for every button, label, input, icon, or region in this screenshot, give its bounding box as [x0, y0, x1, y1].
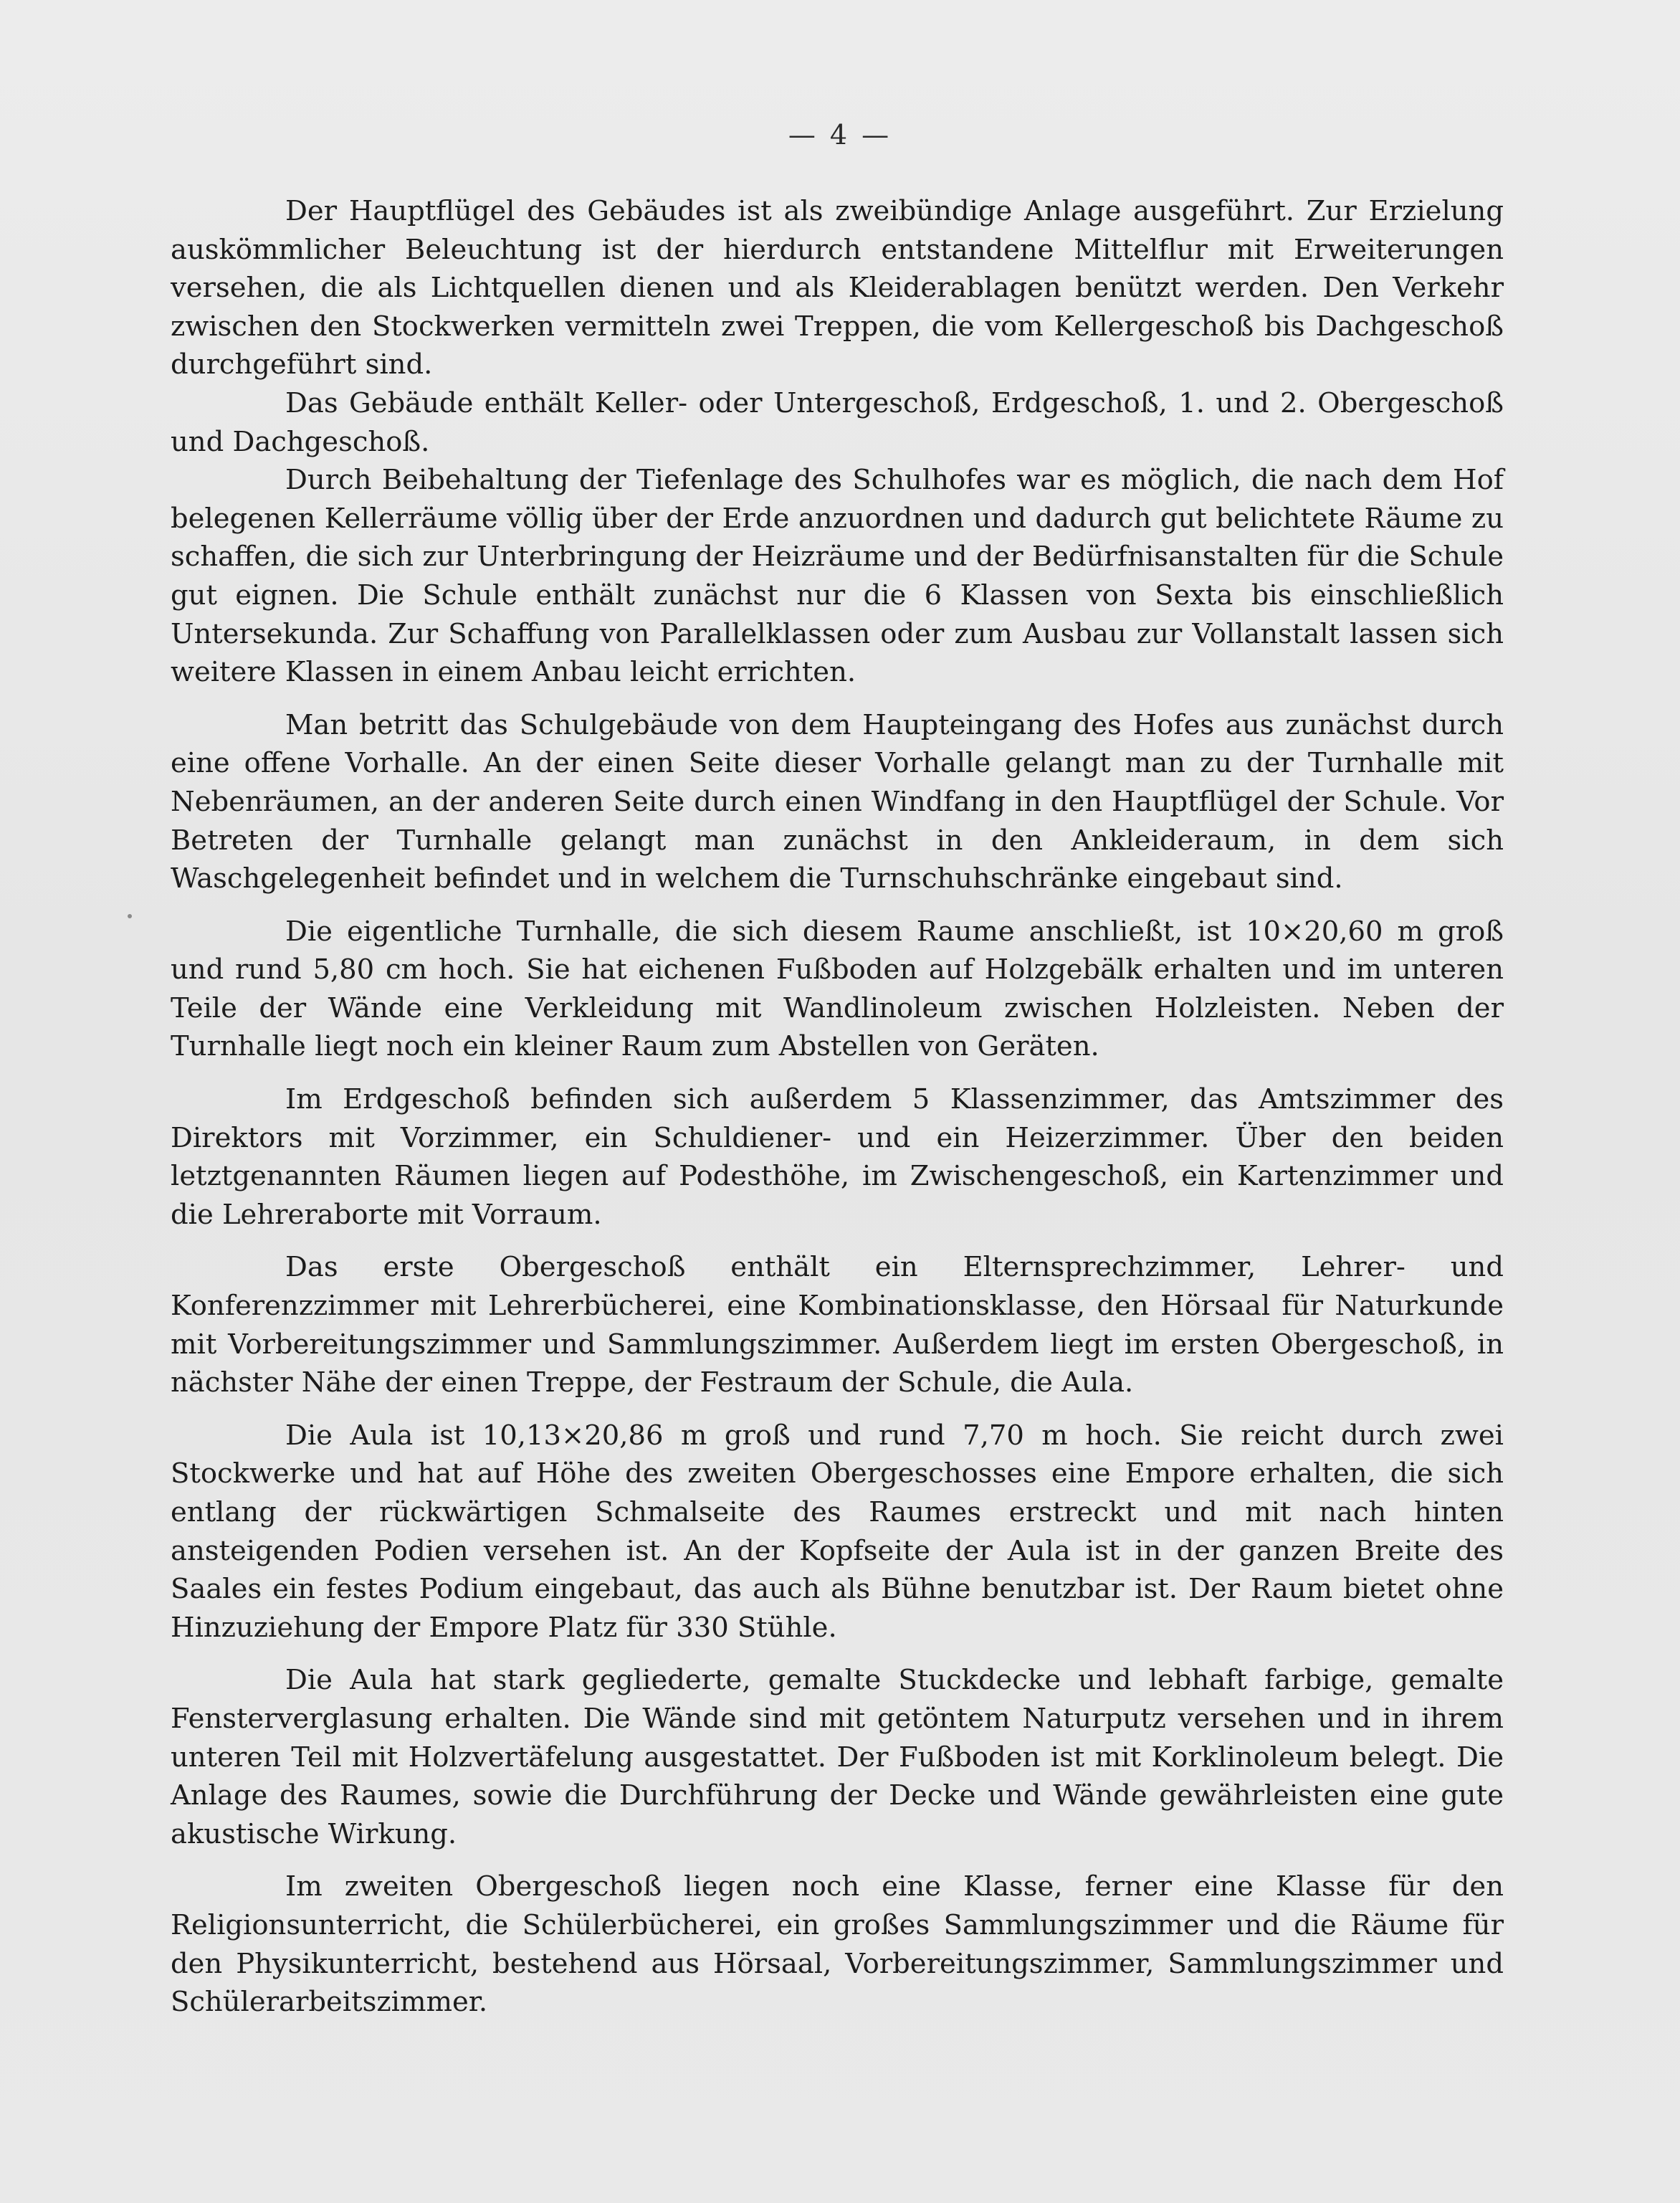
paragraph-basement: Durch Beibehaltung der Tiefenlage des Schulhofes war es möglich, die nach dem Hof belegenen Kellerräume völlig über der Erde anzuordnen und dadurch gut belichtete Räume zu schaffen, die sich zur Unterbringung der Heizräume und der Bedürfnisanstalten für die Schule gut eignen. Die Schule enthält zunächst nur die 6 Klassen von Sexta bis einschließlich Untersekunda. Zur Schaffung von Parallelklassen oder zum Ausbau zur Vollanstalt lassen sich weitere Klassen in einem Anbau leicht errichten.	[171, 464, 1504, 689]
paragraph-aula-decoration: Die Aula hat stark gegliederte, gemalte Stuckdecke und lebhaft farbige, gemalte Fensterverglasung erhalten. Die Wände sind mit getöntem Naturputz versehen und in ihrem unteren Teil mit Holzvertäfelung ausgestattet. Der Fußboden ist mit Korklinoleum belegt. Die Anlage des Raumes, sowie die Durchführung der Decke und Wände gewährleisten eine gute akustische Wirkung.	[171, 1664, 1504, 1850]
page-number: — 4 —	[788, 119, 892, 151]
paragraph-aula-dimensions: Die Aula ist 10,13×20,86 m groß und rund 7,70 m hoch. Sie reicht durch zwei Stockwerke und hat auf Höhe des zweiten Obergeschosses eine Empore erhalten, die sich entlang der rückwärtigen Schmalseite des Raumes erstreckt und mit nach hinten ansteigenden Podien versehen ist. An der Kopfseite der Aula ist in der ganzen Breite des Saales ein festes Podium eingebaut, das auch als Bühne benutzbar ist. Der Raum bietet ohne Hinzuziehung der Empore Platz für 330 Stühle.	[171, 1419, 1504, 1644]
paragraph-second-floor: Im zweiten Obergeschoß liegen noch eine Klasse, ferner eine Klasse für den Religionsunterricht, die Schülerbücherei, ein großes Sammlungszimmer und die Räume für den Physikunterricht, bestehend aus Hörsaal, Vorbereitungszimmer, Sammlungszimmer und Schülerarbeitszimmer.	[171, 1870, 1504, 2019]
body-text	[171, 192, 1504, 2022]
paragraph-first-floor: Das erste Obergeschoß enthält ein Elternsprechzimmer, Lehrer- und Konferenzzimmer mit Lehrerbücherei, eine Kombinationsklasse, den Hörsaal für Naturkunde mit Vorbereitungszimmer und Sammlungszimmer. Außerdem liegt im ersten Obergeschoß, in nächster Nähe der einen Treppe, der Festraum der Schule, die Aula.	[171, 1251, 1504, 1399]
paragraph-main-wing: Der Hauptflügel des Gebäudes ist als zweibündige Anlage ausgeführt. Zur Erzielung auskömmlicher Beleuchtung ist der hierdurch entstandene Mittelflur mit Erweiterungen versehen, die als Lichtquellen dienen und als Kleiderablagen benützt werden. Den Verkehr zwischen den Stockwerken vermitteln zwei Treppen, die vom Kellergeschoß bis Dachgeschoß durchgeführt sind.	[171, 195, 1504, 381]
paragraph-ground-floor: Im Erdgeschoß befinden sich außerdem 5 Klassenzimmer, das Amtszimmer des Direktors mit Vorzimmer, ein Schuldiener- und ein Heizerzimmer. Über den beiden letztgenannten Räumen liegen auf Podesthöhe, im Zwischengeschoß, ein Kartenzimmer und die Lehreraborte mit Vorraum.	[171, 1083, 1504, 1231]
paragraph-gym: Die eigentliche Turnhalle, die sich diesem Raume anschließt, ist 10×20,60 m groß und rund 5,80 cm hoch. Sie hat eichenen Fußboden auf Holzgebälk erhalten und im unteren Teile der Wände eine Verkleidung mit Wandlinoleum zwischen Holzleisten. Neben der Turnhalle liegt noch ein kleiner Raum zum Abstellen von Geräten.	[171, 915, 1504, 1063]
paragraph-floors: Das Gebäude enthält Keller- oder Untergeschoß, Erdgeschoß, 1. und 2. Obergeschoß und Dachgeschoß.	[171, 386, 1504, 458]
scan-speck	[128, 914, 132, 918]
paragraph-entrance: Man betritt das Schulgebäude von dem Haupteingang des Hofes aus zunächst durch eine offene Vorhalle. An der einen Seite dieser Vorhalle gelangt man zu der Turnhalle mit Nebenräumen, an der anderen Seite durch einen Windfang in den Hauptflügel der Schule. Vor Betreten der Turnhalle gelangt man zunächst in den Ankleideraum, in dem sich Waschgelegenheit befindet und in welchem die Turnschuhschränke eingebaut sind.	[171, 708, 1504, 895]
